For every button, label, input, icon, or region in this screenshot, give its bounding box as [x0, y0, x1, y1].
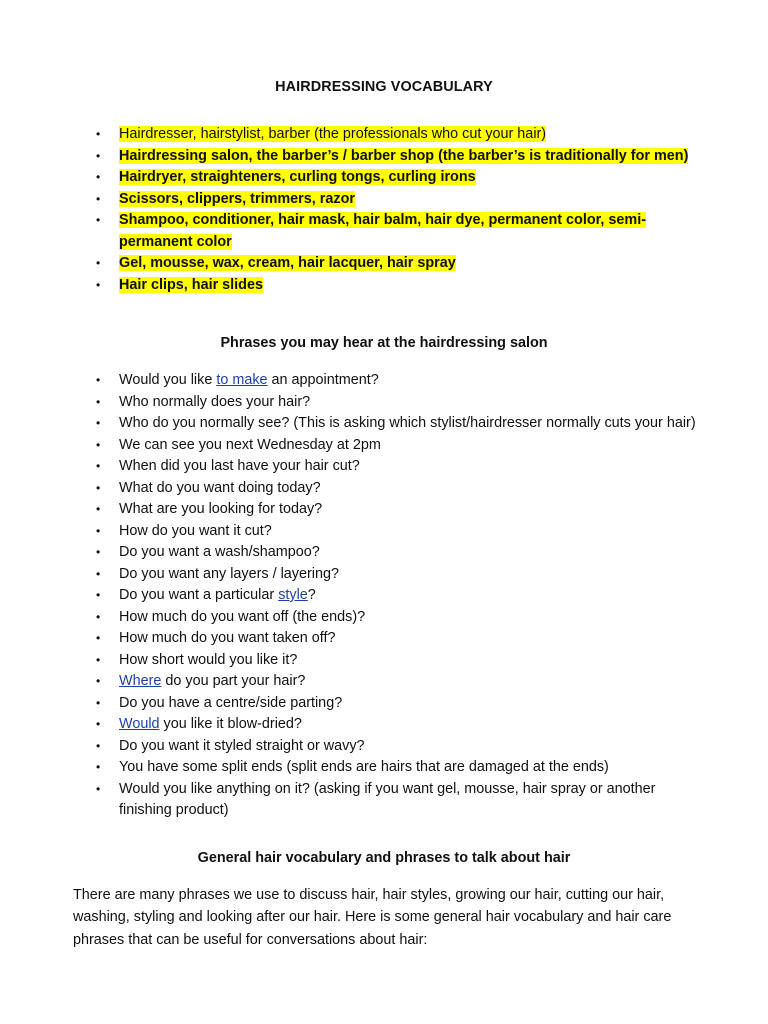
list-item — [96, 757, 696, 779]
phrase-text: Do you want any layers / layering? — [119, 565, 339, 582]
bullet-icon: • — [96, 609, 101, 624]
list-item — [96, 714, 696, 736]
list-item — [96, 542, 696, 564]
list-item — [96, 275, 696, 297]
list-item — [96, 693, 696, 715]
list-item — [96, 124, 696, 146]
list-item — [96, 628, 696, 650]
phrase-text: We can see you next Wednesday at 2pm — [119, 436, 381, 453]
bullet-icon: • — [96, 631, 101, 645]
bullet-icon: • — [96, 394, 101, 409]
list-item — [96, 253, 696, 275]
bullet-icon: • — [96, 695, 101, 710]
phrase-text: Do you want a wash/shampoo? — [119, 544, 320, 560]
link-to-make[interactable]: to make — [216, 372, 268, 388]
list-item — [96, 435, 696, 457]
phrase-text: How do you want it cut? — [119, 522, 272, 539]
link-where[interactable]: Where — [119, 673, 162, 689]
phrase-text: What are you looking for today? — [119, 501, 323, 517]
phrase-text: You have some split ends (split ends are hairs that are damaged at the ends) — [119, 759, 609, 775]
phrase-text: What do you want doing today? — [119, 479, 321, 496]
bullet-icon: • — [96, 480, 101, 495]
list-item — [96, 413, 696, 435]
phrase-text: Do you want a particular — [119, 587, 279, 603]
phrase-text: When did you last have your hair cut? — [119, 458, 360, 474]
bullet-icon: • — [96, 588, 101, 602]
list-item — [96, 564, 696, 586]
phrase-text: Do you want it styled straight or wavy? — [119, 737, 365, 754]
list-item — [96, 167, 696, 189]
bullet-icon: • — [96, 437, 101, 452]
bullet-icon: • — [96, 191, 101, 206]
list-item — [96, 607, 696, 629]
list-item — [96, 370, 696, 392]
phrase-text: Would you like — [119, 372, 217, 388]
list-item — [96, 521, 696, 543]
phrases-heading: Phrases you may hear at the hairdressing salon — [220, 335, 548, 351]
vocab-item: Hairdressing salon, the barber’s / barber shop (the barber’s is traditionally for men) — [119, 147, 689, 164]
bullet-icon: • — [96, 760, 101, 774]
bullet-icon: • — [96, 652, 101, 667]
phrase-text: How much do you want taken off? — [119, 630, 336, 646]
list-item — [96, 650, 696, 672]
bullet-icon: • — [96, 416, 101, 430]
list-item — [96, 456, 696, 478]
bullet-icon: • — [96, 213, 101, 227]
phrase-text: do you part your hair? — [161, 673, 306, 689]
bullet-icon: • — [96, 459, 101, 473]
intro-paragraph: There are many phrases we use to discuss hair, hair styles, growing our hair, cutting our hair, washing, styling and looking after our hair. Here is some general hair vocabulary and hair care phrases that can be useful for conversations about hair: — [73, 887, 672, 948]
phrases-list — [96, 370, 696, 822]
bullet-icon: • — [96, 717, 101, 731]
link-would[interactable]: Would — [119, 716, 160, 732]
list-item — [96, 189, 696, 211]
vocab-item: Hair clips, hair slides — [119, 276, 263, 293]
phrase-text: Would you like anything on it? (asking if you want gel, mousse, hair spray or another finishing product) — [119, 780, 656, 818]
list-item — [96, 671, 696, 693]
bullet-icon: • — [96, 545, 101, 559]
phrase-text: How short would you like it? — [119, 651, 298, 668]
vocab-item: Scissors, clippers, trimmers, razor — [119, 190, 355, 207]
bullet-icon: • — [96, 781, 101, 796]
list-item — [96, 392, 696, 414]
vocab-item: Gel, mousse, wax, cream, hair lacquer, hair spray — [119, 255, 456, 271]
bullet-icon: • — [96, 502, 101, 516]
list-item — [96, 146, 696, 168]
phrase-text: Who normally does your hair? — [119, 393, 311, 410]
link-style[interactable]: style — [278, 587, 308, 603]
list-item — [96, 478, 696, 500]
list-item — [96, 585, 696, 607]
bullet-icon: • — [96, 277, 101, 292]
phrase-text: How much do you want off (the ends)? — [119, 608, 366, 625]
list-item — [96, 779, 696, 822]
list-item — [96, 499, 696, 521]
bullet-icon: • — [96, 256, 101, 270]
bullet-icon: • — [96, 127, 101, 141]
vocab-list — [96, 124, 696, 296]
vocab-item: Hairdryer, straighteners, curling tongs, curling irons — [119, 169, 476, 185]
vocab-item: Shampoo, conditioner, hair mask, hair balm, hair dye, permanent color, semi-permanent color — [119, 212, 646, 250]
bullet-icon: • — [96, 148, 101, 163]
bullet-icon: • — [96, 170, 101, 184]
phrase-text: Do you have a centre/side parting? — [119, 694, 343, 711]
list-item — [96, 210, 696, 253]
bullet-icon: • — [96, 674, 101, 688]
phrase-text: ? — [307, 587, 316, 603]
phrase-text: an appointment? — [267, 372, 379, 388]
bullet-icon: • — [96, 738, 101, 753]
phrase-text: you like it blow-dried? — [159, 716, 302, 732]
general-heading: General hair vocabulary and phrases to talk about hair — [197, 850, 571, 866]
vocab-item: Hairdresser, hairstylist, barber (the professionals who cut your hair) — [119, 126, 547, 142]
phrase-text: Who do you normally see? (This is asking which stylist/hairdresser normally cuts your hair) — [119, 415, 696, 431]
list-item — [96, 736, 696, 758]
bullet-icon: • — [96, 566, 101, 581]
page-title: HAIRDRESSING VOCABULARY — [275, 79, 493, 95]
bullet-icon: • — [96, 523, 101, 538]
bullet-icon: • — [96, 373, 101, 387]
